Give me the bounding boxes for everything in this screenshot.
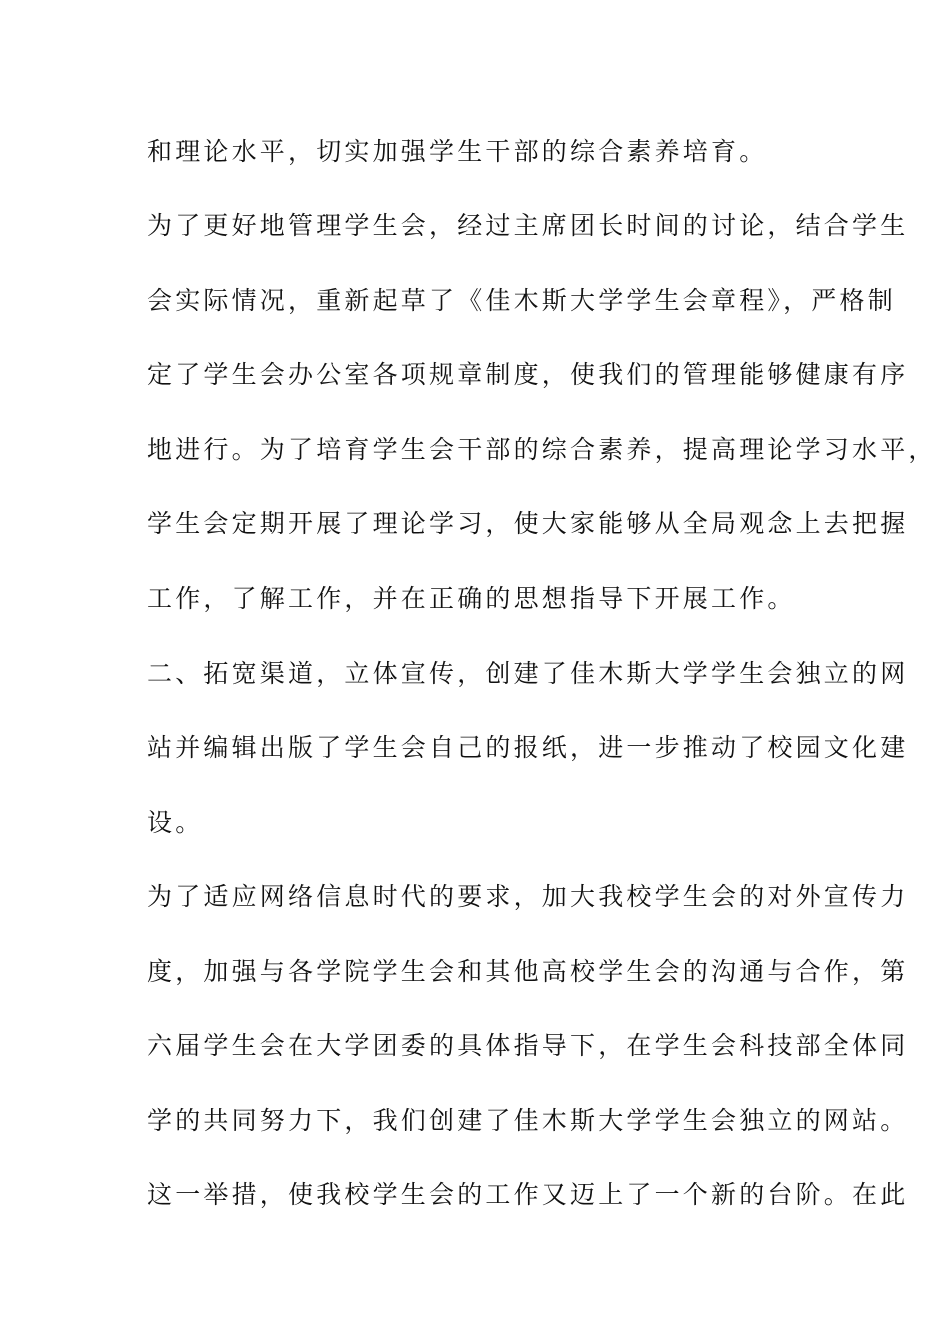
text-line: 为了适应网络信息时代的要求，加大我校学生会的对外宣传力 — [147, 882, 909, 911]
text-line: 这一举措，使我校学生会的工作又迈上了一个新的台阶。在此 — [147, 1180, 909, 1209]
text-line: 二、拓宽渠道，立体宣传，创建了佳木斯大学学生会独立的网 — [147, 659, 909, 688]
text-line: 站并编辑出版了学生会自己的报纸，进一步推动了校园文化建 — [147, 733, 909, 762]
text-line: 为了更好地管理学生会，经过主席团长时间的讨论，结合学生 — [147, 211, 909, 240]
text-line: 学生会定期开展了理论学习，使大家能够从全局观念上去把握 — [147, 509, 909, 538]
text-line: 学的共同努力下，我们创建了佳木斯大学学生会独立的网站。 — [147, 1106, 909, 1135]
text-line: 和理论水平，切实加强学生干部的综合素养培育。 — [147, 137, 768, 166]
text-line: 定了学生会办公室各项规章制度，使我们的管理能够健康有序 — [147, 360, 909, 389]
text-line: 会实际情况，重新起草了《佳木斯大学学生会章程》，严格制 — [147, 286, 896, 315]
text-line: 度，加强与各学院学生会和其他高校学生会的沟通与合作，第 — [147, 957, 909, 986]
text-line: 六届学生会在大学团委的具体指导下，在学生会科技部全体同 — [147, 1031, 909, 1060]
text-line: 工作，了解工作，并在正确的思想指导下开展工作。 — [147, 584, 796, 613]
text-line: 地进行。为了培育学生会干部的综合素养，提高理论学习水平， — [147, 435, 937, 464]
text-line: 设。 — [147, 808, 204, 837]
